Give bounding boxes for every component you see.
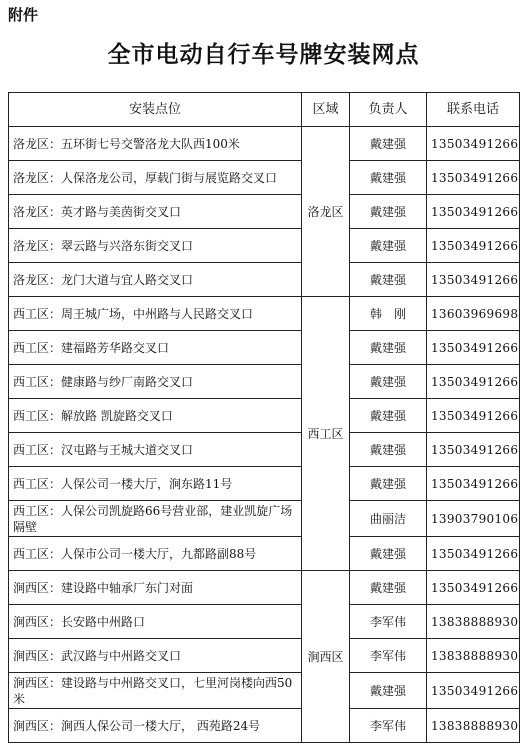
phone-cell: 13503491266 [427, 571, 520, 605]
person-cell: 戴建强 [350, 195, 427, 229]
district-cell-luolong: 洛龙区 [302, 127, 350, 297]
location-cell: 西工区：人保市公司一楼大厅，九都路副88号 [9, 537, 302, 571]
person-cell: 韩 刚 [350, 297, 427, 331]
table-row [9, 331, 520, 365]
table-row [9, 467, 520, 501]
location-cell: 洛龙区：翠云路与兴洛东街交叉口 [9, 229, 302, 263]
install-points-table [8, 92, 520, 743]
location-cell: 西工区：周王城广场，中州路与人民路交叉口 [9, 297, 302, 331]
district-cell-jianxi: 涧西区 [302, 571, 350, 743]
table-row [9, 365, 520, 399]
person-cell: 戴建强 [350, 331, 427, 365]
table-row [9, 161, 520, 195]
person-cell: 李军伟 [350, 605, 427, 639]
person-cell: 李军伟 [350, 639, 427, 673]
district-cell-xigong: 西工区 [302, 297, 350, 571]
table-row [9, 229, 520, 263]
location-cell: 洛龙区：人保洛龙公司，厚载门街与展览路交叉口 [9, 161, 302, 195]
location-cell: 涧西区：长安路中州路口 [9, 605, 302, 639]
location-cell: 西工区：健康路与纱厂南路交叉口 [9, 365, 302, 399]
person-cell: 戴建强 [350, 467, 427, 501]
person-cell: 戴建强 [350, 229, 427, 263]
header-phone: 联系电话 [427, 93, 520, 127]
location-cell: 西工区：建福路芳华路交叉口 [9, 331, 302, 365]
phone-cell: 13503491266 [427, 365, 520, 399]
table-row [9, 571, 520, 605]
table-row [9, 639, 520, 673]
person-cell: 戴建强 [350, 571, 427, 605]
person-cell: 戴建强 [350, 263, 427, 297]
table-row [9, 195, 520, 229]
location-cell: 西工区：人保公司凯旋路66号营业部，建业凯旋广场隔壁 [9, 501, 302, 537]
table-row [9, 127, 520, 161]
phone-cell: 13503491266 [427, 127, 520, 161]
header-person: 负责人 [350, 93, 427, 127]
table-header-row [9, 93, 520, 127]
table-row [9, 605, 520, 639]
page-title: 全市电动自行车号牌安装网点 [107, 42, 420, 68]
person-cell: 戴建强 [350, 127, 427, 161]
table-row [9, 537, 520, 571]
table-row [9, 501, 520, 537]
location-cell: 涧西区：建设路与中州路交叉口，七里河岗楼向西50米 [9, 673, 302, 709]
phone-cell: 13503491266 [427, 399, 520, 433]
location-cell: 涧西区：涧西人保公司一楼大厅， 西苑路24号 [9, 709, 302, 743]
person-cell: 戴建强 [350, 673, 427, 709]
location-cell: 西工区：人保公司一楼大厅，涧东路11号 [9, 467, 302, 501]
table-row [9, 433, 520, 467]
phone-cell: 13503491266 [427, 673, 520, 709]
person-cell: 戴建强 [350, 365, 427, 399]
location-cell: 涧西区：建设路中轴承厂东门对面 [9, 571, 302, 605]
phone-cell: 13503491266 [427, 195, 520, 229]
table-row [9, 297, 520, 331]
phone-cell: 13603969698 [427, 297, 520, 331]
phone-cell: 13503491266 [427, 433, 520, 467]
table-row [9, 709, 520, 743]
person-cell: 戴建强 [350, 537, 427, 571]
person-cell: 戴建强 [350, 433, 427, 467]
header-district: 区域 [302, 93, 350, 127]
phone-cell: 13503491266 [427, 331, 520, 365]
person-cell: 曲丽洁 [350, 501, 427, 537]
attachment-label: 附件 [8, 6, 39, 24]
phone-cell: 13903790106 [427, 501, 520, 537]
phone-cell: 13838888930 [427, 639, 520, 673]
phone-cell: 13503491266 [427, 161, 520, 195]
header-location: 安装点位 [9, 93, 302, 127]
location-cell: 涧西区：武汉路与中州路交叉口 [9, 639, 302, 673]
location-cell: 洛龙区：龙门大道与宜人路交叉口 [9, 263, 302, 297]
location-cell: 洛龙区：英才路与美茵街交叉口 [9, 195, 302, 229]
location-cell: 洛龙区：五环街七号交警洛龙大队西100米 [9, 127, 302, 161]
table-row [9, 399, 520, 433]
person-cell: 戴建强 [350, 161, 427, 195]
person-cell: 李军伟 [350, 709, 427, 743]
phone-cell: 13503491266 [427, 537, 520, 571]
person-cell: 戴建强 [350, 399, 427, 433]
location-cell: 西工区：汉屯路与王城大道交叉口 [9, 433, 302, 467]
phone-cell: 13503491266 [427, 467, 520, 501]
phone-cell: 13503491266 [427, 229, 520, 263]
phone-cell: 13503491266 [427, 263, 520, 297]
phone-cell: 13838888930 [427, 709, 520, 743]
table-row [9, 673, 520, 709]
table-row [9, 263, 520, 297]
phone-cell: 13838888930 [427, 605, 520, 639]
location-cell: 西工区：解放路 凯旋路交叉口 [9, 399, 302, 433]
